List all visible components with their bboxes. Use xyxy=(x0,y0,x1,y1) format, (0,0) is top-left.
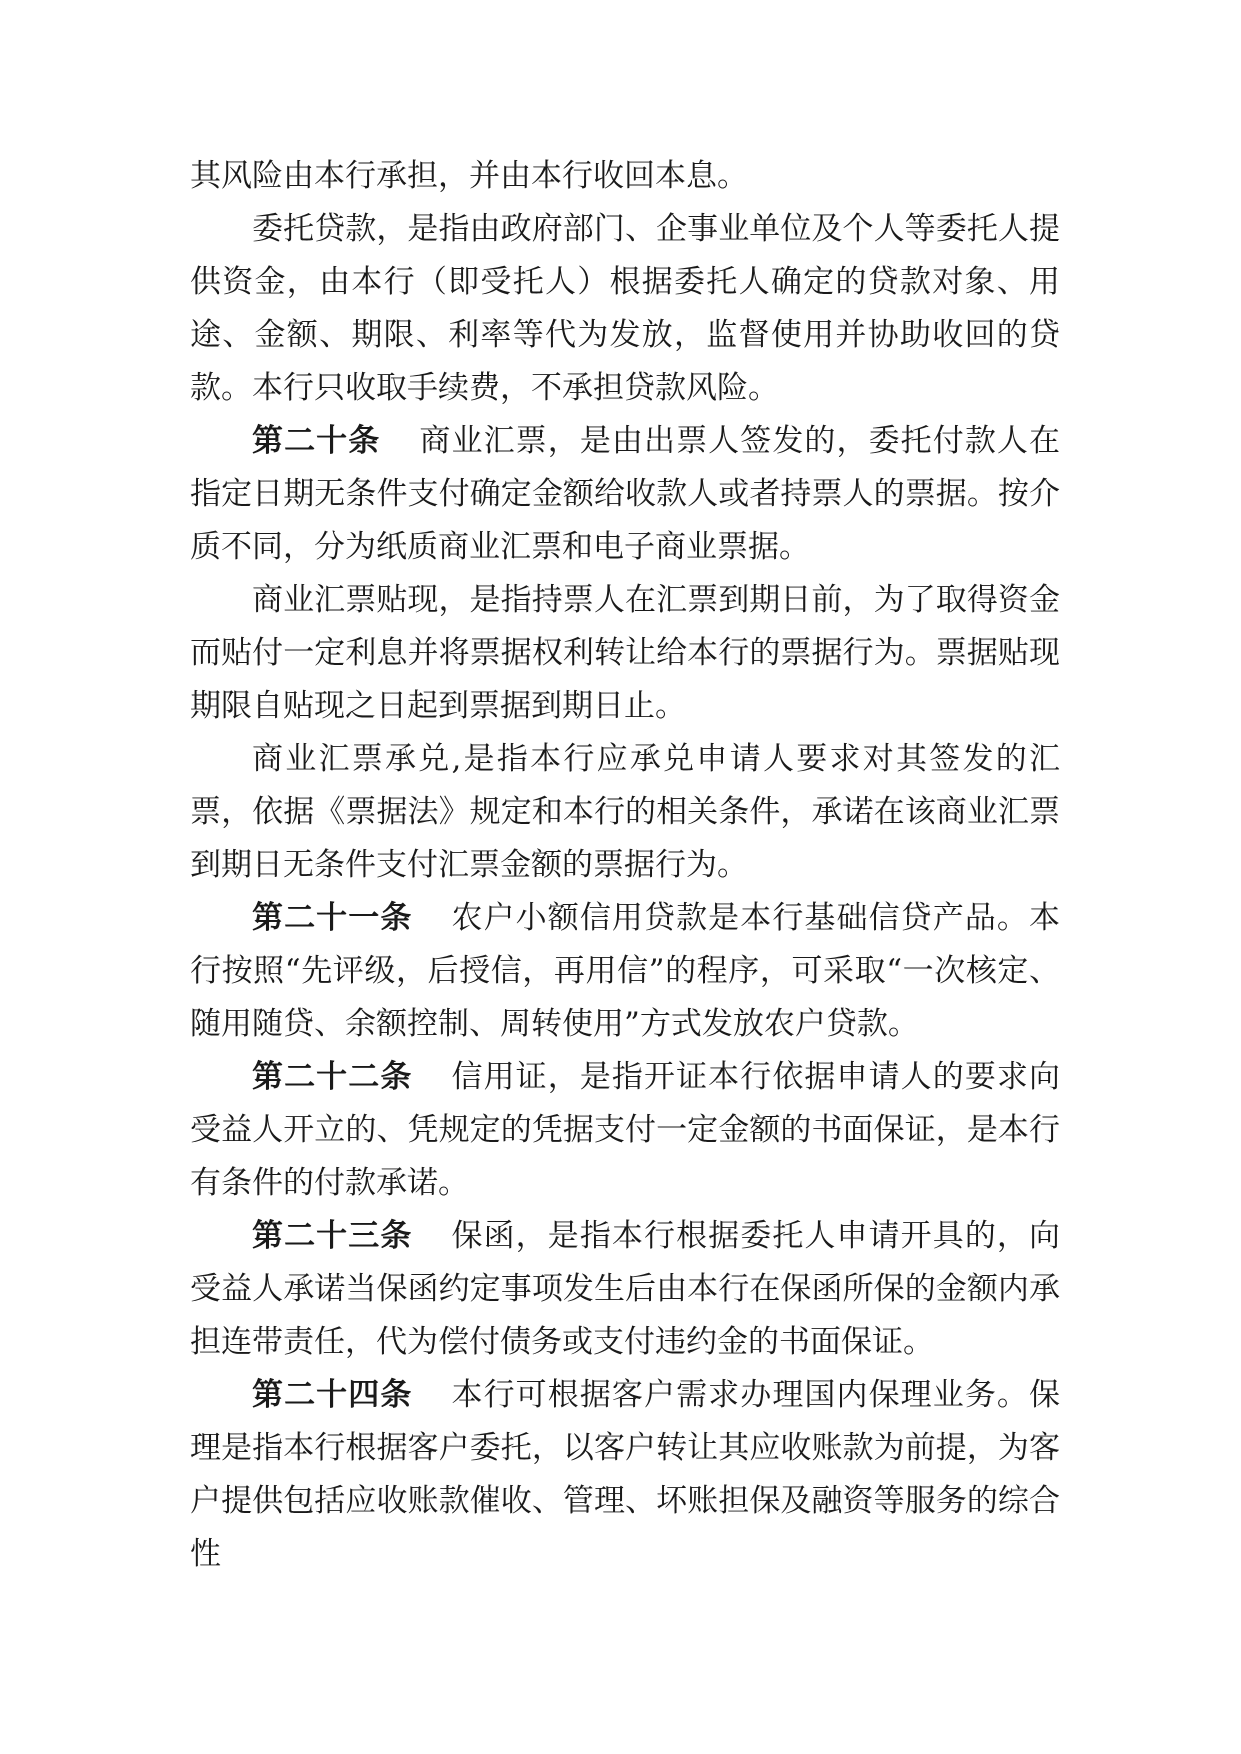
paragraph-entrusted-loan xyxy=(190,203,1060,415)
paragraph-discount xyxy=(190,574,1060,733)
paragraph-text: 保函，是指本行根据委托人申请开具的，向受益人承诺当保函约定事项发生后由本行在保函所保的金额内承担连带责任，代为偿付债务或支付违约金的书面保证。 xyxy=(190,1218,1061,1360)
paragraph-text: 商业汇票承兑,是指本行应承兑申请人要求对其签发的汇票，依据《票据法》规定和本行的相关条件，承诺在该商业汇票到期日无条件支付汇票金额的票据行为。 xyxy=(190,741,1060,883)
article-heading: 第二十四条 xyxy=(252,1377,413,1413)
article-heading: 第二十三条 xyxy=(252,1218,413,1254)
paragraph-article-22 xyxy=(190,1051,1060,1210)
paragraph-text: 委托贷款，是指由政府部门、企事业单位及个人等委托人提供资金，由本行（即受托人）根据委托人确定的贷款对象、用途、金额、期限、利率等代为发放，监督使用并协助收回的贷款。本行只收取手续费，不承担贷款风险。 xyxy=(190,211,1060,406)
paragraph-text: 商业汇票贴现，是指持票人在汇票到期日前，为了取得资金而贴付一定利息并将票据权利转让给本行的票据行为。票据贴现期限自贴现之日起到票据到期日止。 xyxy=(190,582,1060,724)
paragraph-article-24 xyxy=(190,1369,1060,1581)
article-heading: 第二十一条 xyxy=(252,900,413,936)
paragraph-text: 其风险由本行承担，并由本行收回本息。 xyxy=(190,158,748,194)
paragraph-article-23 xyxy=(190,1210,1060,1369)
article-heading: 第二十条 xyxy=(252,423,381,459)
paragraph-acceptance xyxy=(190,733,1060,892)
paragraph-text: 本行可根据客户需求办理国内保理业务。保理是指本行根据客户委托，以客户转让其应收账款为前提，为客户提供包括应收账款催收、管理、坏账担保及融资等服务的综合性 xyxy=(190,1377,1061,1572)
paragraph-text: 农户小额信用贷款是本行基础信贷产品。本行按照“先评级，后授信，再用信”的程序，可采取“一次核定、随用随贷、余额控制、周转使用”方式发放农户贷款。 xyxy=(190,900,1061,1042)
article-heading: 第二十二条 xyxy=(252,1059,413,1095)
document-body xyxy=(190,150,1060,1581)
paragraph-article-20 xyxy=(190,415,1060,574)
paragraph-article-21 xyxy=(190,892,1060,1051)
paragraph-continuation xyxy=(190,150,1060,203)
paragraph-text: 商业汇票，是由出票人签发的，委托付款人在指定日期无条件支付确定金额给收款人或者持票人的票据。按介质不同，分为纸质商业汇票和电子商业票据。 xyxy=(190,423,1061,565)
paragraph-text: 信用证，是指开证本行依据申请人的要求向受益人开立的、凭规定的凭据支付一定金额的书面保证，是本行有条件的付款承诺。 xyxy=(190,1059,1061,1201)
